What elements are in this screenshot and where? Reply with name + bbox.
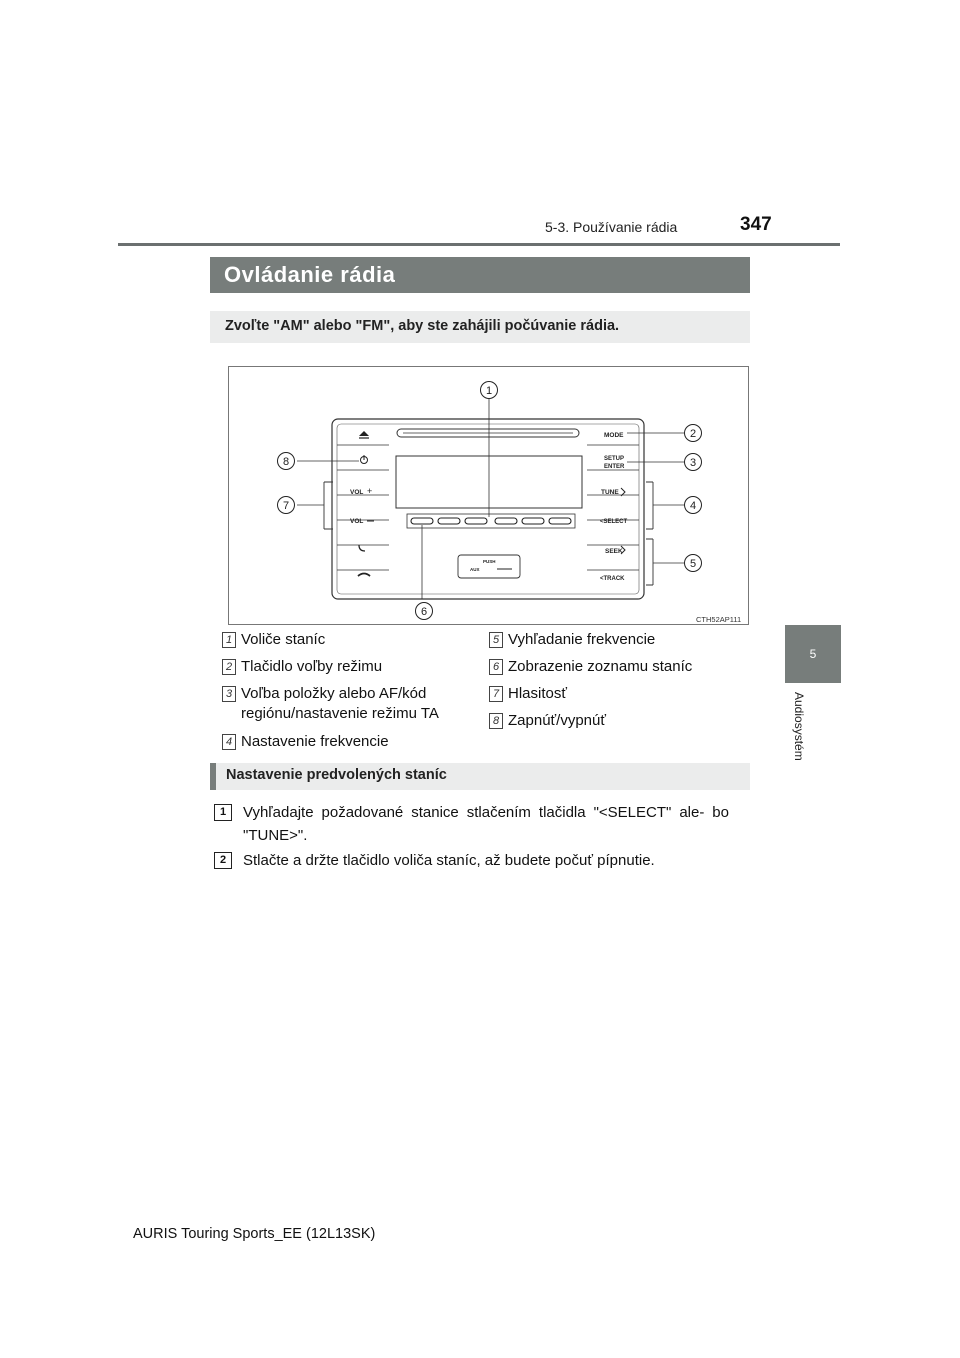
vol-minus-label: VOL [350, 518, 364, 525]
legend-item [489, 711, 749, 731]
seek-label: SEEK [605, 548, 623, 555]
header-section-title: 5-3. Používanie rádia [545, 219, 678, 235]
select-label: <SELECT [600, 519, 628, 525]
step-number: 1 [214, 804, 232, 821]
tune-bracket [646, 482, 653, 529]
legend-item [222, 630, 472, 650]
subheading-bar [210, 763, 750, 790]
svg-text:7: 7 [282, 500, 290, 512]
svg-text:3: 3 [689, 457, 697, 469]
legend-item [222, 684, 472, 726]
svg-text:+: + [367, 486, 373, 496]
page-number: 347 [740, 214, 772, 235]
radio-panel-illustration [229, 367, 748, 624]
svg-text:2: 2 [689, 428, 697, 440]
legend-item [489, 657, 749, 677]
panel-body [332, 419, 644, 599]
chapter-tab: 5 [785, 625, 841, 683]
legend-item [489, 684, 749, 704]
subheading: Nastavenie predvolených staníc [226, 767, 447, 783]
intro-text: Zvoľte "AM" alebo "FM", aby ste zahájili počúvanie rádia. [225, 318, 620, 334]
legend-text: Vyhľadanie frekvencie [508, 631, 656, 648]
legend-text: Voľba položky alebo AF/kód regiónu/nastavenie režimu TA [241, 685, 439, 722]
svg-text:5: 5 [689, 558, 697, 570]
step-number: 2 [214, 852, 232, 869]
section-title: Ovládanie rádia [224, 262, 396, 287]
vol-plus-label: VOL [350, 489, 364, 496]
setup-label: SETUP [604, 456, 625, 462]
step-item [214, 801, 749, 847]
svg-text:1: 1 [485, 385, 493, 397]
svg-text:4: 4 [689, 500, 697, 512]
seek-bracket [646, 539, 653, 585]
legend-item [489, 630, 749, 650]
step-item [214, 849, 749, 872]
legend-item [222, 657, 472, 677]
legend-number: 2 [222, 659, 236, 675]
track-label: <TRACK [600, 576, 625, 582]
aux-label: AUX [470, 567, 480, 572]
tune-label: TUNE [601, 489, 619, 496]
legend-number: 3 [222, 686, 236, 702]
enter-label: ENTER [604, 464, 625, 470]
legend-text: Nastavenie frekvencie [241, 733, 389, 750]
legend-text: Voliče staníc [241, 631, 326, 648]
legend-text: Zobrazenie zoznamu staníc [508, 658, 693, 675]
svg-text:8: 8 [282, 456, 290, 468]
push-label: PUSH [483, 559, 496, 564]
legend-text: Hlasitosť [508, 685, 567, 702]
legend-item [222, 732, 472, 752]
section-title-bar [210, 257, 750, 293]
chapter-label: Audiosystém [792, 692, 806, 761]
legend-text: Zapnúť/vypnúť [508, 712, 606, 729]
radio-panel-figure [228, 366, 749, 625]
step-text: Stlačte a držte tlačidlo voliča staníc, až budete počuť pípnutie. [243, 852, 655, 869]
intro-box [210, 311, 750, 343]
step-text: Vyhľadajte požadované stanice stlačením tlačidla "<SELECT" ale- bo "TUNE>". [243, 804, 729, 844]
legend-number: 4 [222, 734, 236, 750]
legend-number: 5 [489, 632, 503, 648]
figure-code: CTH52AP111 [696, 615, 742, 624]
legend-text: Tlačidlo voľby režimu [241, 658, 383, 675]
mode-label: MODE [604, 432, 624, 439]
legend-number: 1 [222, 632, 236, 648]
footer-model: AURIS Touring Sports_EE (12L13SK) [133, 1226, 376, 1242]
legend-number: 8 [489, 713, 503, 729]
legend-number: 7 [489, 686, 503, 702]
svg-text:6: 6 [420, 606, 428, 618]
legend-number: 6 [489, 659, 503, 675]
header-rule [118, 243, 840, 246]
